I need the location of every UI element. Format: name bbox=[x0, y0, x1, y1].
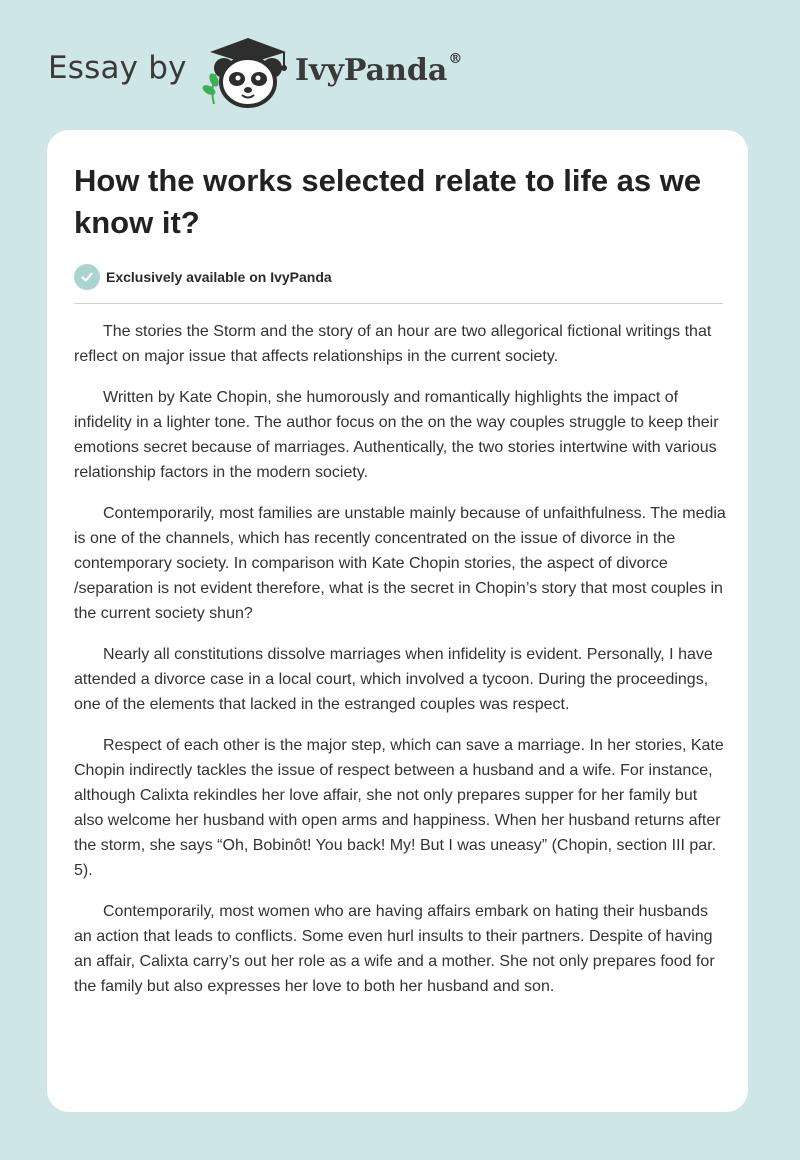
paragraph: Contemporarily, most families are unstable mainly because of unfaithfulness. The media is one of the channels, which has recently concentrated on the issue of divorce in the contemporary society. In comparison with Kate Chopin stories, the aspect of divorce /separation is not evident therefore, what is the secret in Chopin’s story that most couples in the current society shun? bbox=[74, 505, 726, 622]
paragraph: The stories the Storm and the story of an hour are two allegorical fictional writings that reflect on major issue that affects relationships in the current society. bbox=[74, 323, 712, 365]
essay-by-label: Essay by bbox=[48, 50, 187, 86]
essay-card bbox=[47, 130, 748, 1112]
page-title: How the works selected relate to life as we know it? bbox=[74, 163, 702, 240]
paragraph: Written by Kate Chopin, she humorously and romantically highlights the impact of infidelity in a lighter tone. The author focus on the on the way couples struggle to keep their emotions secret because of marriages. Authentically, the two stories intertwine with various relationship factors in the modern society. bbox=[74, 389, 719, 481]
exclusive-badge-text: Exclusively available on IvyPanda bbox=[106, 269, 332, 285]
essay-body bbox=[74, 319, 726, 1015]
divider bbox=[74, 303, 723, 304]
exclusive-badge bbox=[74, 264, 332, 290]
brand-text: IvyPanda bbox=[295, 53, 448, 88]
brand-name[interactable] bbox=[295, 53, 462, 88]
paragraph: Contemporarily, most women who are having affairs embark on hating their husbands an action that leads to conflicts. Some even hurl insults to their partners. Despite of having an affair, Calixta carry’s out her role as a wife and a mother. She not only prepares food for the family but also expresses her love to both her husband and son. bbox=[74, 903, 715, 995]
paragraph: Respect of each other is the major step, which can save a marriage. In her stories, Kate Chopin indirectly tackles the issue of respect between a husband and a wife. For instance, although Calixta rekindles her love affair, she not only prepares supper for her family but also welcome her husband with open arms and happiness. When her husband returns after the storm, she says “Oh, Bobinôt! You back! My! But I was uneasy” (Chopin, section III par. 5). bbox=[74, 737, 724, 879]
registered-mark: ® bbox=[448, 51, 463, 67]
paragraph: Nearly all constitutions dissolve marriages when infidelity is evident. Personally, I have attended a divorce case in a local court, which involved a tycoon. During the proceedings, one of the elements that lacked in the estranged couples was respect. bbox=[74, 646, 713, 713]
panda-logo-icon[interactable] bbox=[200, 34, 292, 110]
checkmark-icon bbox=[74, 264, 100, 290]
site-header bbox=[0, 0, 800, 130]
